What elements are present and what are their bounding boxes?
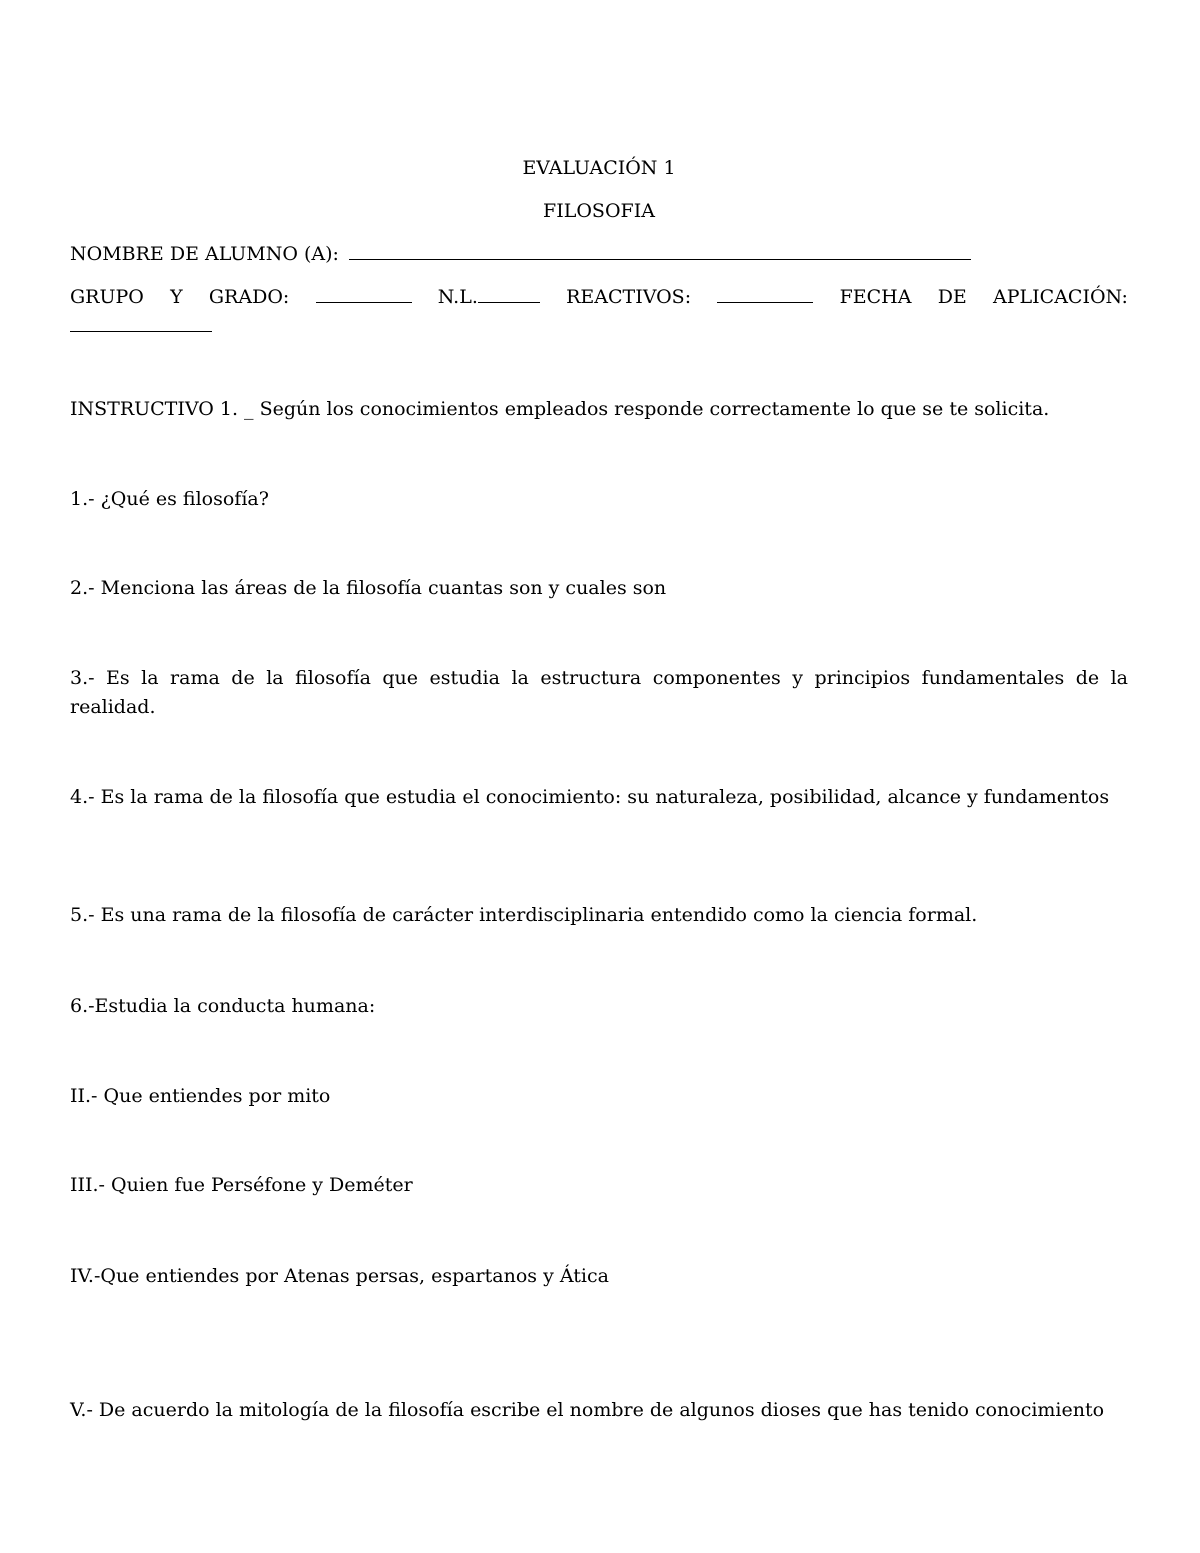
fecha-label: FECHA: [839, 286, 912, 308]
de-label: DE: [937, 286, 967, 308]
date-blank[interactable]: [70, 314, 212, 332]
question-III: III.- Quien fue Perséfone y Deméter: [70, 1174, 413, 1196]
student-name-row: [70, 242, 1128, 266]
y-label: Y: [170, 286, 183, 308]
question-II: II.- Que entiendes por mito: [70, 1085, 331, 1107]
question-6: 6.-Estudia la conducta humana:: [70, 995, 376, 1017]
student-name-label: NOMBRE DE ALUMNO (A):: [70, 243, 339, 265]
grupo-label: GRUPO: [70, 286, 144, 308]
nl-blank[interactable]: [478, 285, 540, 303]
exam-subject: FILOSOFIA: [543, 200, 655, 222]
nl-field: [438, 285, 540, 309]
nl-label: N.L.: [437, 286, 478, 308]
group-grade-row: [70, 285, 1128, 309]
reactivos-label: REACTIVOS:: [566, 286, 692, 308]
question-5: 5.- Es una rama de la filosofía de carácter interdisciplinaria entendido como la ciencia formal.: [70, 904, 978, 926]
reactivos-blank[interactable]: [717, 285, 813, 303]
question-2: 2.- Menciona las áreas de la filosofía cuantas son y cuales son: [70, 577, 667, 599]
grado-label: GRADO:: [208, 286, 290, 308]
student-name-blank[interactable]: [349, 242, 971, 260]
question-4: 4.- Es la rama de la filosofía que estudia el conocimiento: su naturaleza, posibilidad, alcance y fundamentos: [70, 786, 1110, 808]
aplicacion-label: APLICACIÓN:: [993, 286, 1128, 308]
date-blank-row: [70, 314, 1128, 338]
question-IV: IV.-Que entiendes por Atenas persas, espartanos y Ática: [70, 1265, 609, 1287]
exam-title: EVALUACIÓN 1: [522, 157, 676, 179]
instructions: INSTRUCTIVO 1. _ Según los conocimientos empleados responde correctamente lo que se te solicita.: [70, 398, 1050, 420]
grade-blank[interactable]: [316, 285, 412, 303]
question-3: 3.- Es la rama de la filosofía que estudia la estructura componentes y principios fundamentales de la realidad.: [70, 667, 1128, 718]
question-V: V.- De acuerdo la mitología de la filosofía escribe el nombre de algunos dioses que has tenido conocimiento: [70, 1399, 1105, 1421]
question-1: 1.- ¿Qué es filosofía?: [70, 488, 269, 510]
